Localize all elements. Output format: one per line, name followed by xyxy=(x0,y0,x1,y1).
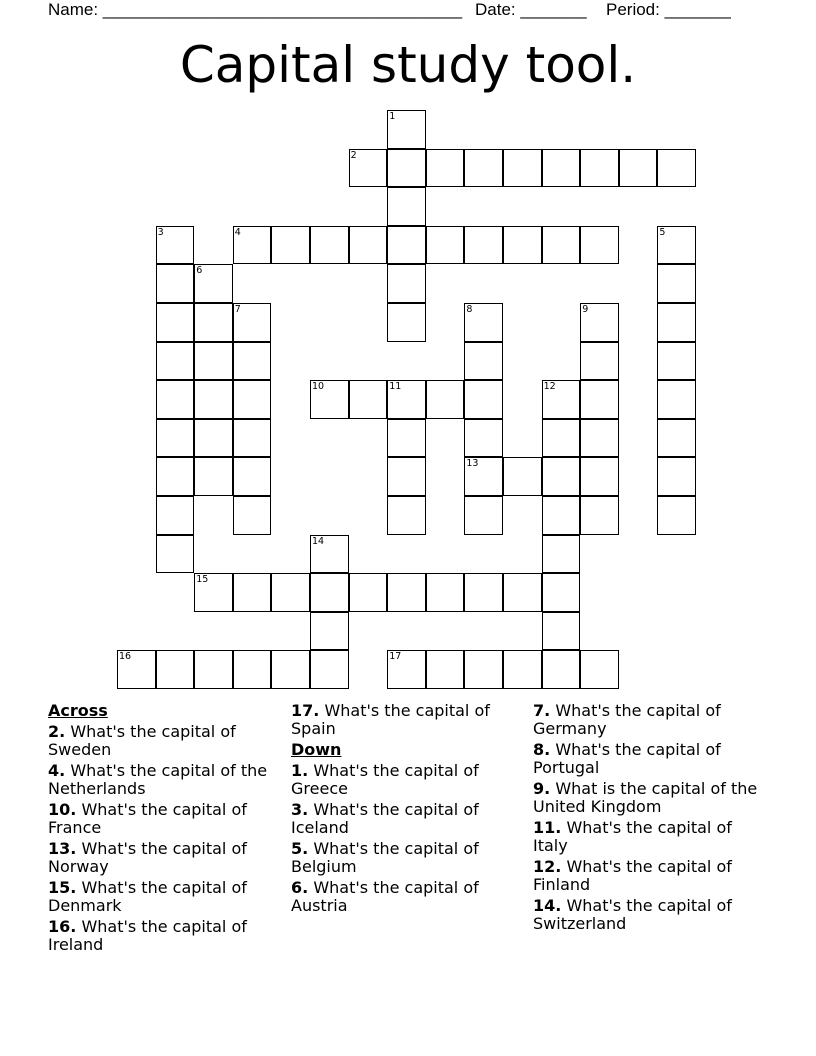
clue-number: 6. xyxy=(291,878,309,897)
across-clue xyxy=(48,879,280,915)
grid-cell[interactable] xyxy=(310,612,349,651)
grid-cell[interactable] xyxy=(426,650,465,689)
down-clue xyxy=(533,780,765,816)
grid-cell[interactable] xyxy=(503,573,542,612)
grid-cell[interactable] xyxy=(233,226,272,265)
clue-column-2 xyxy=(291,702,523,918)
grid-cell[interactable] xyxy=(464,226,503,265)
grid-cell[interactable] xyxy=(657,303,696,342)
grid-cell[interactable] xyxy=(464,457,503,496)
clue-column-1 xyxy=(48,702,280,957)
clue-text: What's the capital of Denmark xyxy=(48,878,247,915)
grid-cell[interactable] xyxy=(464,303,503,342)
grid-cell[interactable] xyxy=(387,187,426,226)
grid-cell[interactable] xyxy=(156,650,195,689)
cell-number: 9 xyxy=(582,304,589,315)
cell-number: 2 xyxy=(350,149,357,161)
grid-cell[interactable] xyxy=(156,303,195,342)
grid-cell[interactable] xyxy=(542,650,581,689)
grid-cell[interactable] xyxy=(310,573,349,612)
cell-number: 5 xyxy=(659,226,666,238)
grid-cell[interactable] xyxy=(580,226,619,265)
grid-cell[interactable] xyxy=(156,496,195,535)
cell-number: 11 xyxy=(389,381,402,393)
down-clue xyxy=(533,897,765,933)
clue-text: What's the capital of the Netherlands xyxy=(48,761,268,798)
clue-number: 5. xyxy=(291,839,309,858)
grid-cell[interactable] xyxy=(387,496,426,535)
across-clue xyxy=(48,762,280,798)
cell-number: 6 xyxy=(196,265,203,277)
grid-cell[interactable] xyxy=(542,496,581,535)
grid-cell[interactable] xyxy=(387,110,426,149)
grid-cell[interactable] xyxy=(233,419,272,458)
down-clue xyxy=(291,840,523,876)
clue-text: What's the capital of Spain xyxy=(291,701,490,738)
clue-number: 4. xyxy=(48,761,66,780)
grid-cell[interactable] xyxy=(580,650,619,689)
grid-cell[interactable] xyxy=(542,380,581,419)
grid-cell[interactable] xyxy=(233,457,272,496)
clue-text: What's the capital of Finland xyxy=(533,857,732,894)
clue-number: 15. xyxy=(48,878,77,897)
name-field-label[interactable]: Name: ______________________________________ xyxy=(48,0,463,19)
grid-cell[interactable] xyxy=(464,573,503,612)
down-clue xyxy=(291,762,523,798)
clue-text: What's the capital of Ireland xyxy=(48,917,247,954)
grid-cell[interactable] xyxy=(310,650,349,689)
grid-cell[interactable] xyxy=(580,457,619,496)
grid-cell[interactable] xyxy=(271,573,310,612)
page-title: Capital study tool. xyxy=(179,36,637,94)
down-heading: Down xyxy=(291,740,342,759)
clue-number: 17. xyxy=(291,701,320,720)
grid-cell[interactable] xyxy=(156,380,195,419)
grid-cell[interactable] xyxy=(310,226,349,265)
clue-number: 10. xyxy=(48,800,77,819)
cell-number: 12 xyxy=(543,381,556,393)
grid-cell[interactable] xyxy=(503,457,542,496)
cell-number: 15 xyxy=(196,574,209,586)
grid-cell[interactable] xyxy=(657,457,696,496)
clue-number: 13. xyxy=(48,839,77,858)
grid-cell[interactable] xyxy=(464,149,503,188)
across-clue xyxy=(48,840,280,876)
down-clue xyxy=(291,801,523,837)
grid-cell[interactable] xyxy=(580,419,619,458)
grid-cell[interactable] xyxy=(156,264,195,303)
grid-cell[interactable] xyxy=(194,264,233,303)
clue-number: 11. xyxy=(533,818,562,837)
clue-number: 8. xyxy=(533,740,551,759)
clue-text: What's the capital of Iceland xyxy=(291,800,479,837)
grid-cell[interactable] xyxy=(464,342,503,381)
grid-cell[interactable] xyxy=(387,303,426,342)
clue-text: What is the capital of the United Kingdom xyxy=(533,779,758,816)
grid-cell[interactable] xyxy=(657,264,696,303)
clue-text: What's the capital of Switzerland xyxy=(533,896,732,933)
clue-number: 7. xyxy=(533,701,551,720)
grid-cell[interactable] xyxy=(503,650,542,689)
grid-cell[interactable] xyxy=(580,342,619,381)
clue-number: 2. xyxy=(48,722,66,741)
grid-cell[interactable] xyxy=(310,380,349,419)
grid-cell[interactable] xyxy=(464,419,503,458)
clue-text: What's the capital of Norway xyxy=(48,839,247,876)
grid-cell[interactable] xyxy=(233,496,272,535)
grid-cell[interactable] xyxy=(580,496,619,535)
grid-cell[interactable] xyxy=(349,380,388,419)
clue-text: What's the capital of Italy xyxy=(533,818,732,855)
grid-cell[interactable] xyxy=(156,226,195,265)
grid-cell[interactable] xyxy=(271,226,310,265)
down-clue xyxy=(533,702,765,738)
across-heading: Across xyxy=(48,701,108,720)
down-clue xyxy=(533,741,765,777)
grid-cell[interactable] xyxy=(542,419,581,458)
grid-cell[interactable] xyxy=(194,457,233,496)
cell-number: 14 xyxy=(312,535,325,547)
grid-cell[interactable] xyxy=(542,457,581,496)
down-clue xyxy=(291,879,523,915)
grid-cell[interactable] xyxy=(657,149,696,188)
grid-cell[interactable] xyxy=(387,149,426,188)
grid-cell[interactable] xyxy=(194,380,233,419)
date-field-label[interactable]: Date: _______ xyxy=(475,0,587,19)
grid-cell[interactable] xyxy=(156,457,195,496)
grid-cell[interactable] xyxy=(542,226,581,265)
grid-cell[interactable] xyxy=(233,380,272,419)
grid-cell[interactable] xyxy=(387,650,426,689)
grid-cell[interactable] xyxy=(464,650,503,689)
grid-cell[interactable] xyxy=(156,535,195,574)
cell-number: 7 xyxy=(234,304,241,315)
grid-cell[interactable] xyxy=(542,612,581,651)
cell-number: 1 xyxy=(389,111,396,122)
grid-cell[interactable] xyxy=(580,149,619,188)
clue-number: 16. xyxy=(48,917,77,936)
cell-number: 13 xyxy=(466,458,479,470)
grid-cell[interactable] xyxy=(426,149,465,188)
grid-cell[interactable] xyxy=(349,149,388,188)
cell-number: 4 xyxy=(234,226,241,238)
grid-cell[interactable] xyxy=(580,380,619,419)
grid-cell[interactable] xyxy=(310,535,349,574)
grid-cell[interactable] xyxy=(426,573,465,612)
grid-cell[interactable] xyxy=(233,342,272,381)
grid-cell[interactable] xyxy=(542,573,581,612)
grid-cell[interactable] xyxy=(503,226,542,265)
grid-cell[interactable] xyxy=(580,303,619,342)
clue-number: 3. xyxy=(291,800,309,819)
across-clue xyxy=(48,723,280,759)
cell-number: 8 xyxy=(466,304,473,315)
grid-cell[interactable] xyxy=(387,264,426,303)
grid-cell[interactable] xyxy=(542,535,581,574)
grid-cell[interactable] xyxy=(387,419,426,458)
clue-text: What's the capital of Sweden xyxy=(48,722,236,759)
clue-text: What's the capital of Portugal xyxy=(533,740,721,777)
across-clue xyxy=(48,801,280,837)
grid-cell[interactable] xyxy=(233,650,272,689)
down-clue xyxy=(533,858,765,894)
cell-number: 3 xyxy=(157,226,164,238)
grid-cell[interactable] xyxy=(387,380,426,419)
period-field-label[interactable]: Period: _______ xyxy=(606,0,731,19)
grid-cell[interactable] xyxy=(619,149,658,188)
grid-cell[interactable] xyxy=(233,573,272,612)
cell-number: 10 xyxy=(312,381,325,393)
grid-cell[interactable] xyxy=(657,380,696,419)
clue-number: 1. xyxy=(291,761,309,780)
clue-number: 14. xyxy=(533,896,562,915)
grid-cell[interactable] xyxy=(657,419,696,458)
clue-text: What's the capital of France xyxy=(48,800,247,837)
grid-cell[interactable] xyxy=(426,226,465,265)
grid-cell[interactable] xyxy=(349,226,388,265)
grid-cell[interactable] xyxy=(194,303,233,342)
clue-text: What's the capital of Greece xyxy=(291,761,479,798)
clue-text: What's the capital of Austria xyxy=(291,878,479,915)
cell-number: 16 xyxy=(119,651,132,663)
across-clue xyxy=(291,702,523,738)
grid-cell[interactable] xyxy=(271,650,310,689)
grid-cell[interactable] xyxy=(117,650,156,689)
clue-text: What's the capital of Belgium xyxy=(291,839,479,876)
clue-text: What's the capital of Germany xyxy=(533,701,721,738)
grid-cell[interactable] xyxy=(657,226,696,265)
grid-cell[interactable] xyxy=(156,342,195,381)
grid-cell[interactable] xyxy=(387,573,426,612)
grid-cell[interactable] xyxy=(464,496,503,535)
down-clue xyxy=(533,819,765,855)
grid-cell[interactable] xyxy=(426,380,465,419)
clue-number: 12. xyxy=(533,857,562,876)
grid-cell[interactable] xyxy=(156,419,195,458)
grid-cell[interactable] xyxy=(349,573,388,612)
grid-cell[interactable] xyxy=(542,149,581,188)
across-clue xyxy=(48,918,280,954)
grid-cell[interactable] xyxy=(194,419,233,458)
grid-cell[interactable] xyxy=(233,303,272,342)
grid-cell[interactable] xyxy=(194,342,233,381)
cell-number: 17 xyxy=(389,651,402,663)
grid-cell[interactable] xyxy=(657,496,696,535)
grid-cell[interactable] xyxy=(464,380,503,419)
grid-cell[interactable] xyxy=(194,573,233,612)
clue-number: 9. xyxy=(533,779,551,798)
grid-cell[interactable] xyxy=(503,149,542,188)
clue-column-3 xyxy=(533,702,765,936)
grid-cell[interactable] xyxy=(194,650,233,689)
grid-cell[interactable] xyxy=(387,457,426,496)
grid-cell[interactable] xyxy=(387,226,426,265)
grid-cell[interactable] xyxy=(657,342,696,381)
